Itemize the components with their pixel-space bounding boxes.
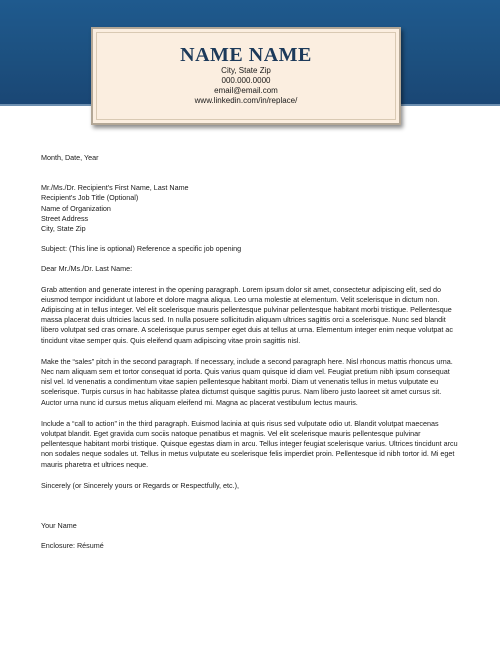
contact-email: email@email.com [214, 86, 278, 95]
signature-name: Your Name [41, 521, 77, 531]
recipient-line: Name of Organization [41, 203, 111, 213]
name-card [91, 27, 401, 125]
contact-phone: 000.000.0000 [221, 76, 271, 85]
body-paragraph: Grab attention and generate interest in the opening paragraph. Lorem ipsum dolor sit amet, consectetur adipiscing elit, sed do eiusmod tempor incididunt ut labore et dolore magna aliqua. Leo urna molestie at elementum. Velit scelerisque in dictum non. Adipiscing at in tellus integer. Vel elit scelerisque mauris pellentesque pulvinar pellentesque habitant morbi tristique. Pellentesque massa placerat duis ultricies lacus sed. In nulla posuere sollicitudin aliquam ultrices sagittis orci a scelerisque. Nunc sed blandit libero volutpat sed cras ornare. A scelerisque purus semper eget duis at tellus at urna. Elementum integer enim neque volutpat ac tincidunt vitae semper quis. Quis eleifend quam adipiscing vitae proin sagittis nisl. [41, 284, 453, 345]
recipient-line: Street Address [41, 213, 89, 223]
enclosure-line: Enclosure: Résumé [41, 541, 104, 551]
recipient-line: Recipient's Job Title (Optional) [41, 193, 139, 203]
contact-linkedin: www.linkedin.com/in/replace/ [194, 96, 298, 105]
body-paragraph: Make the “sales” pitch in the second paragraph. If necessary, include a second paragraph here. Nisl rhoncus mattis rhoncus urna. Nec nam aliquam sem et tortor consequat id porta. Quis varius quam quisque id diam vel. Feugiat pretium nibh ipsum consequat nisl vel. Id venenatis a condimentum vitae sapien pellentesque habitant morbi. Diam ut venenatis tellus in metus vulputate eu scelerisque. Turpis cursus in hac habitasse platea dictumst quisque sagittis purus. Nam libero justo laoreet sit amet cursus sit. Auctor urna nunc id cursus metus aliquam eleifend mi. Magna ac placerat vestibulum lectus mauris. [41, 356, 453, 407]
body-paragraph: Include a “call to action” in the third paragraph. Euismod lacinia at quis risus sed vulputate odio ut. Blandit volutpat maecenas volutpat blandit. Eget gravida cum sociis natoque penatibus et magnis. Vel elit scelerisque mauris pellentesque pulvinar pellentesque habitant morbi tristique. Quisque egestas diam in arcu. Tellus integer feugiat scelerisque varius. Ultrices tincidunt arcu non sodales neque sodales ut. Tellus in metus vulputate eu scelerisque felis imperdiet proin. Pellentesque id nibh tortor id. Mi eget mauris pharetra et ultrices neque. [41, 418, 458, 469]
letter-body [41, 153, 461, 551]
subject-line: Subject: (This line is optional) Reference a specific job opening [41, 244, 242, 254]
letter-date: Month, Date, Year [41, 153, 99, 162]
recipient-line: Mr./Ms./Dr. Recipient's First Name, Last Name [41, 183, 189, 193]
recipient-line: City, State Zip [41, 224, 86, 234]
name-card-inner-border [96, 32, 396, 120]
contact-city: City, State Zip [221, 66, 271, 75]
salutation: Dear Mr./Ms./Dr. Last Name: [41, 264, 133, 274]
closing: Sincerely (or Sincerely yours or Regards or Respectfully, etc.), [41, 480, 239, 490]
applicant-name: NAME NAME [180, 44, 312, 66]
